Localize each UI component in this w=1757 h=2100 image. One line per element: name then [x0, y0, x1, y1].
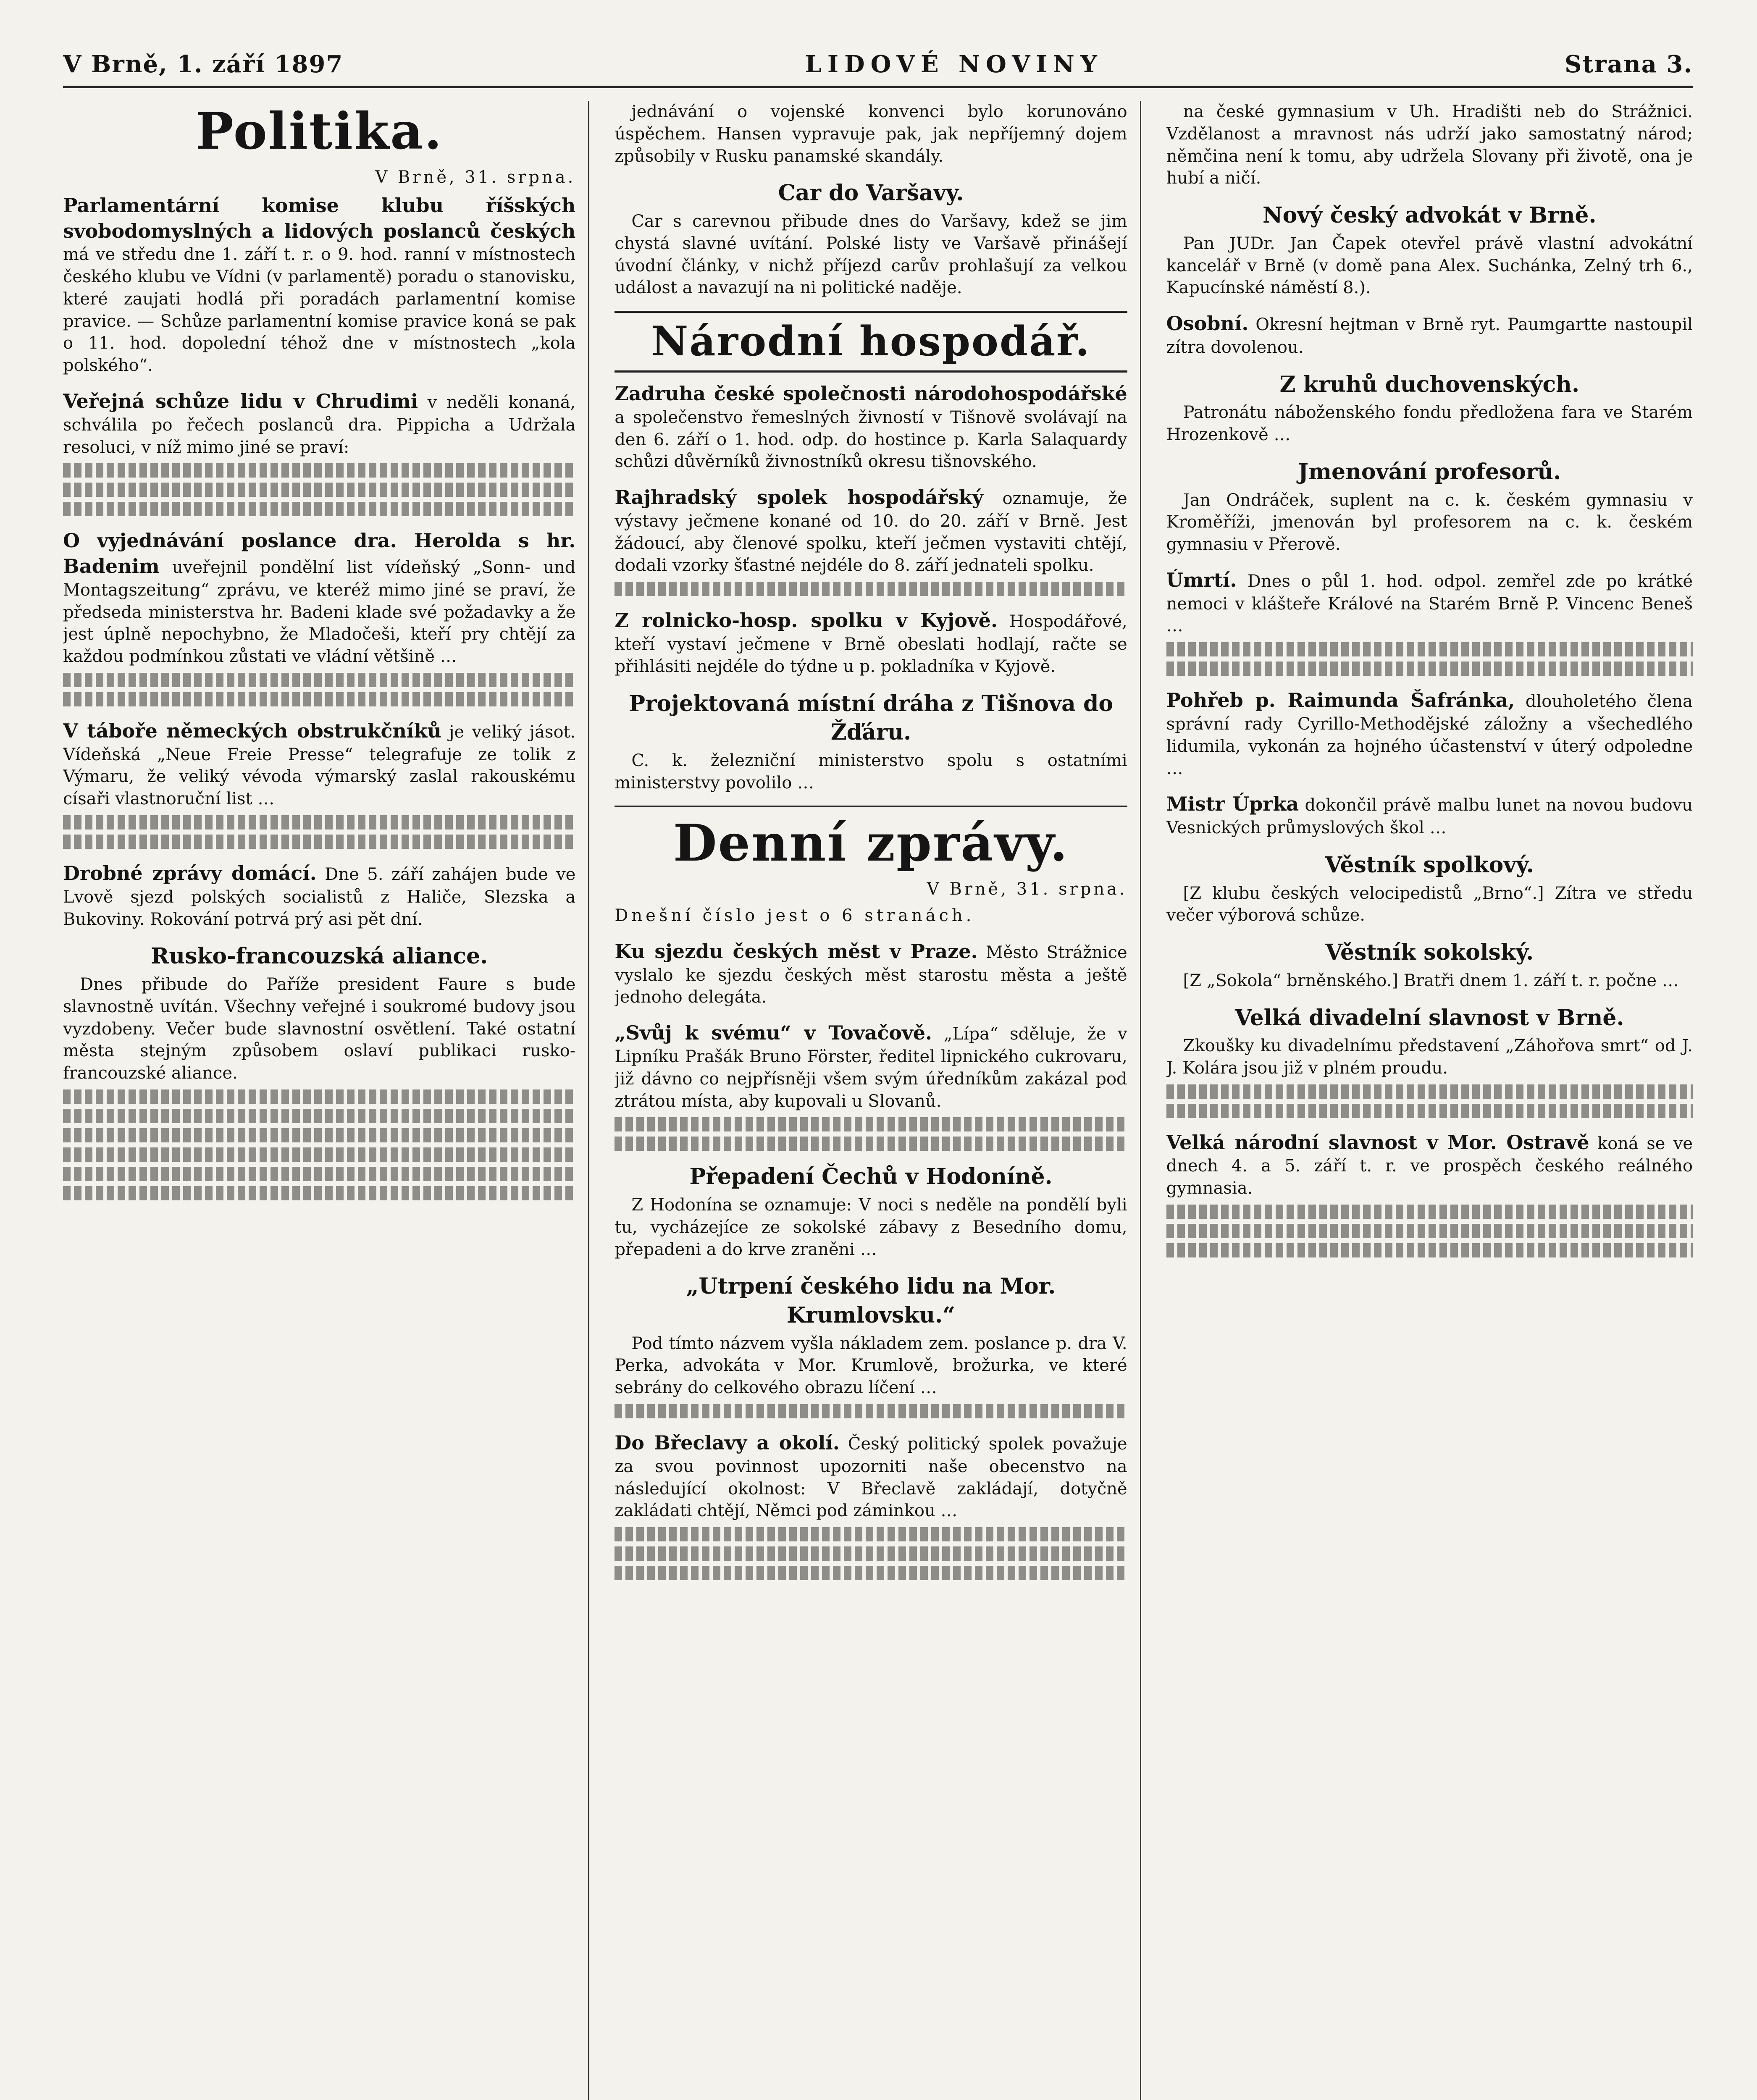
article-body: Dnes o půl 1. hod. odpol. zemřel zde po krátké nemoci v klášteře Králové na Starém Brně P. Vincenc Beneš …	[1166, 571, 1693, 636]
illegible-text	[615, 582, 1127, 596]
page-number: Strana 3.	[1564, 50, 1693, 78]
article-headline: Rajhradský spolek hospodářský	[615, 486, 984, 509]
article	[63, 388, 575, 516]
article-headline: Velká divadelní slavnost v Brně.	[1235, 1005, 1624, 1031]
newspaper-page	[63, 50, 1693, 2100]
article	[1166, 1130, 1693, 1257]
illegible-text	[615, 1527, 1127, 1541]
article	[1166, 1004, 1693, 1118]
article-body: [Z „Sokola“ brněnského.] Bratři dnem 1. září t. r. počne …	[1183, 971, 1679, 990]
illegible-text	[1166, 662, 1693, 676]
article-body: Pod tímto názvem vyšla nákladem zem. poslance p. dra V. Perka, advokáta v Mor. Krumlově, brožurka, ve které sebrány do celkového obrazu líčení …	[615, 1334, 1127, 1398]
article-headline: Velká národní slavnost v Mor. Ostravě	[1166, 1131, 1589, 1154]
article-headline: Jmenování profesorů.	[1298, 459, 1561, 485]
article-headline: Úmrtí.	[1166, 568, 1237, 591]
article	[1166, 101, 1693, 189]
article-headline: Věstník sokolský.	[1325, 940, 1534, 966]
article	[615, 101, 1127, 167]
illegible-text	[63, 502, 575, 516]
article-body: Z Hodonína se oznamuje: V noci s neděle na pondělí byli tu, vycházejíce ze sokolské zábavy z Besedního domu, přepadeni a do krve zraněni …	[615, 1195, 1127, 1259]
article-headline: Z kruhů duchovenských.	[1279, 371, 1580, 397]
illegible-text	[1166, 1205, 1693, 1219]
article-body: dlouholetého člena správní rady Cyrillo-Methodějské záložny a všechedlého lidumila, vykonán za hojného účastenství v úterý odpoledne …	[1166, 692, 1693, 778]
article	[615, 1430, 1127, 1580]
illegible-text	[63, 673, 575, 687]
illegible-text	[63, 815, 575, 830]
article	[1166, 311, 1693, 359]
column-3	[1166, 101, 1693, 2100]
article	[1166, 938, 1693, 992]
illegible-text	[63, 1128, 575, 1142]
article-headline: Pohřeb p. Raimunda Šafránka,	[1166, 689, 1515, 712]
column-2	[615, 101, 1141, 2100]
article-body: koná se ve dnech 4. a 5. září t. r. ve prospěch českého reálného gymnasia.	[1166, 1134, 1693, 1198]
article-body: má ve středu dne 1. září t. r. o 9. hod. ranní v místnostech českého klubu ve Vídni (v parlamentě) poradu o stanovisku, které zaujati hodlá při poradách parlamentní komise pravice. — Schůze parlamentní komise pravice koná se pak o 11. hod. dopolední téhož dne v místnostech „kola polského“.	[63, 245, 576, 375]
article	[615, 485, 1127, 596]
section-title-politika: Politika.	[195, 102, 443, 161]
article-headline: Mistr Úprka	[1166, 793, 1299, 816]
illegible-text	[63, 1147, 575, 1162]
article	[615, 608, 1127, 677]
article-body: Zkoušky ku divadelnímu představení „Záhořova smrt“ od J. J. Kolára jsou již v plném proudu.	[1166, 1036, 1693, 1078]
article-headline: Veřejná schůze lidu v Chrudimi	[63, 390, 418, 413]
illegible-text	[63, 483, 575, 497]
article-body: „Lípa“ sděluje, že v Lipníku Prašák Bruno Förster, ředitel lipnického cukrovaru, již dávno co nejpřísněji všem svým úředníkům zakázal pod ztrátou místa, aby kupovali u Slovanů.	[615, 1024, 1127, 1111]
article-body: [Z klubu českých velocipedistů „Brno“.] Zítra ve středu večer výborová schůze.	[1166, 883, 1693, 925]
article-headline: „Svůj k svému“ v Tovačově.	[615, 1021, 932, 1045]
article	[63, 718, 575, 849]
illegible-text	[1166, 1224, 1693, 1238]
article	[1166, 851, 1693, 927]
article-body: Okresní hejtman v Brně ryt. Paumgartte nastoupil zítra dovolenou.	[1166, 315, 1693, 357]
illegible-text	[615, 1404, 1127, 1418]
illegible-text	[1166, 1104, 1693, 1118]
article-body: C. k. železniční ministerstvo spolu s ostatními ministerstvy povolilo …	[615, 751, 1127, 793]
article-body: Pan JUDr. Jan Čapek otevřel právě vlastní advokátní kancelář v Brně (v domě pana Alex. Suchánka, Zelný trh 6., Kapucínské náměstí 8.).	[1166, 234, 1693, 298]
article	[615, 939, 1127, 1008]
article-headline: Přepadení Čechů v Hodoníně.	[689, 1164, 1053, 1190]
article-headline: Z rolnicko-hosp. spolku v Kyjově.	[615, 609, 998, 632]
article	[1166, 370, 1693, 446]
illegible-text	[63, 463, 575, 478]
article-body: na české gymnasium v Uh. Hradišti neb do Strážnici. Vzdělanost a mravnost nás udrží jako samostatný národ; němčina není k tomu, aby udržela Slovany při životě, ona je hubí a ničí.	[1166, 102, 1693, 188]
article-headline: O vyjednávání poslance dra. Herolda s hr. Badenim	[63, 529, 576, 578]
article	[63, 528, 575, 706]
dateline: V Brně, 31. srpna.	[375, 168, 576, 187]
article-body: Město Strážnice vyslalo ke sjezdu českých měst starostu města a ještě jednoho delegáta.	[615, 942, 1127, 1007]
illegible-text	[1166, 1084, 1693, 1099]
article	[1166, 567, 1693, 676]
article-headline: Osobní.	[1166, 312, 1249, 335]
section-title-denni-zpravy: Denní zprávy.	[673, 814, 1069, 873]
article-body: Dne 5. září zahájen bude ve Lvově sjezd polských socialistů z Haliče, Slezska a Bukoviny. Rokování potrvá prý asi pět dní.	[63, 865, 576, 929]
article-body: je veliký jásot. Vídeňská „Neue Freie Presse“ telegrafuje ze tolik z Výmaru, že veliký vévoda výmarský zaslal rakouskému císaři vlastnoruční list …	[63, 722, 576, 809]
article-headline: Věstník spolkový.	[1325, 852, 1534, 878]
article	[615, 1163, 1127, 1260]
article-body: Patronátu náboženského fondu předložena fara ve Starém Hrozenkově …	[1166, 403, 1693, 445]
masthead-title: LIDOVÉ NOVINY	[805, 50, 1103, 78]
illegible-text	[63, 1186, 575, 1200]
illegible-text	[63, 1089, 575, 1104]
divider	[615, 806, 1127, 807]
illegible-text	[615, 1117, 1127, 1131]
column-1	[63, 101, 589, 2100]
illegible-text	[63, 692, 575, 706]
article-headline: Projektovaná místní dráha z Tišnova do Žďáru.	[628, 690, 1113, 746]
article	[615, 690, 1127, 794]
article	[1166, 458, 1693, 556]
article-headline: V táboře německých obstrukčníků	[63, 719, 441, 742]
article-body: v neděli konaná, schválila po řečech poslanců dra. Pippicha a Udržala resoluci, v níž mimo jiné se praví:	[63, 393, 576, 457]
article	[615, 179, 1127, 299]
article-body: dokončil právě malbu lunet na novou budovu Vesnických průmyslových škol …	[1166, 795, 1693, 838]
article-body: oznamuje, že výstavy ječmene konané od 10. do 20. září v Brně. Jest žádoucí, aby členové spolku, kteří ječmen vystaviti chtějí, dodali vzorky šťastné nejdéle do 8. září jednateli spolku.	[615, 489, 1127, 575]
article-headline: Drobné zprávy domácí.	[63, 862, 317, 885]
illegible-text	[1166, 1243, 1693, 1257]
article	[63, 942, 575, 1200]
illegible-text	[63, 835, 575, 849]
illegible-text	[63, 1167, 575, 1181]
article-headline: „Utrpení českého lidu na Mor. Krumlovsku.“	[686, 1273, 1056, 1328]
section-title-narodni-hospodar: Národní hospodář.	[615, 311, 1127, 373]
running-header	[63, 50, 1693, 88]
article-headline: Nový český advokát v Brně.	[1263, 202, 1597, 228]
article-body: Jan Ondráček, suplent na c. k. českém gymnasiu v Kroměříži, jmenován byl profesorem na c. k. českém gymnasiu v Přerově.	[1166, 490, 1693, 554]
article-headline: Car do Varšavy.	[778, 180, 964, 206]
article	[1166, 201, 1693, 299]
illegible-text	[63, 1109, 575, 1123]
article	[615, 381, 1127, 473]
article	[615, 1272, 1127, 1418]
article-headline: Do Břeclavy a okolí.	[615, 1431, 840, 1454]
article	[615, 1020, 1127, 1151]
article	[1166, 791, 1693, 839]
illegible-text	[1166, 642, 1693, 656]
article-headline: Rusko-francouzská aliance.	[151, 943, 488, 969]
article-body: jednávání o vojenské konvenci bylo korunováno úspěchem. Hansen vypravuje pak, jak nepříjemný dojem způsobily v Rusku panamské skandály.	[615, 102, 1127, 166]
article	[1166, 688, 1693, 780]
article-body: Car s carevnou přibude dnes do Varšavy, kdež se jim chystá slavné uvítání. Polské listy ve Varšavě přinášejí úvodní články, v nichž příjezd carův prohlašují za velkou událost a navazují na ni politické naděje.	[615, 212, 1127, 298]
illegible-text	[615, 1566, 1127, 1580]
illegible-text	[615, 1546, 1127, 1561]
header-date: V Brně, 1. září 1897	[63, 50, 344, 78]
article	[63, 861, 575, 930]
article-body: Český politický spolek považuje za svou povinnost upozorniti naše obecenstvo na následující okolnost: V Břeclavě zakládají, dotyčně zakládati chtějí, Němci pod záminkou …	[615, 1434, 1127, 1521]
article-headline: Ku sjezdu českých měst v Praze.	[615, 940, 978, 963]
article-headline: Parlamentární komise klubu říšských svobodomyslných a lidových poslanců českých	[63, 194, 576, 242]
article	[63, 193, 575, 377]
article-body: a společenstvo řemeslných živností v Tišnově svolávají na den 6. září o 1. hod. odp. do hostince p. Karla Salaquardy schůzi důvěrníků živnostníků okresu tišnovského.	[615, 407, 1127, 472]
illegible-text	[615, 1137, 1127, 1151]
article-body: uveřejnil pondělní list vídeňský „Sonn- und Montagszeitung“ zprávu, ve kteréž mimo jiné se praví, že předseda ministerstva hr. Badeni klade své požadavky a že jest úplně nepochybno, že Mladočeši, kteří pry chtějí za každou podmínkou zůstati ve vládní většině …	[63, 558, 576, 667]
article-headline: Zadruha české společnosti národohospodářské	[615, 382, 1127, 405]
article-body: Hospodářové, kteří vystaví ječmene v Brně obeslati hodlají, račte se přihlásiti nejdéle do týdne u p. pokladníka v Kyjově.	[615, 612, 1127, 676]
notice: Dnešní číslo jest o 6 stranách.	[615, 906, 975, 926]
dateline: V Brně, 31. srpna.	[927, 879, 1127, 899]
article-body: Dnes přibude do Paříže president Faure s bude slavnostně uvítán. Všechny veřejné i soukromé budovy jsou vyzdobeny. Večer bude slavnostní osvětlení. Také ostatní města stejným způsobem oslaví publikaci rusko-francouzské aliance.	[63, 975, 576, 1083]
columns	[63, 101, 1693, 2100]
